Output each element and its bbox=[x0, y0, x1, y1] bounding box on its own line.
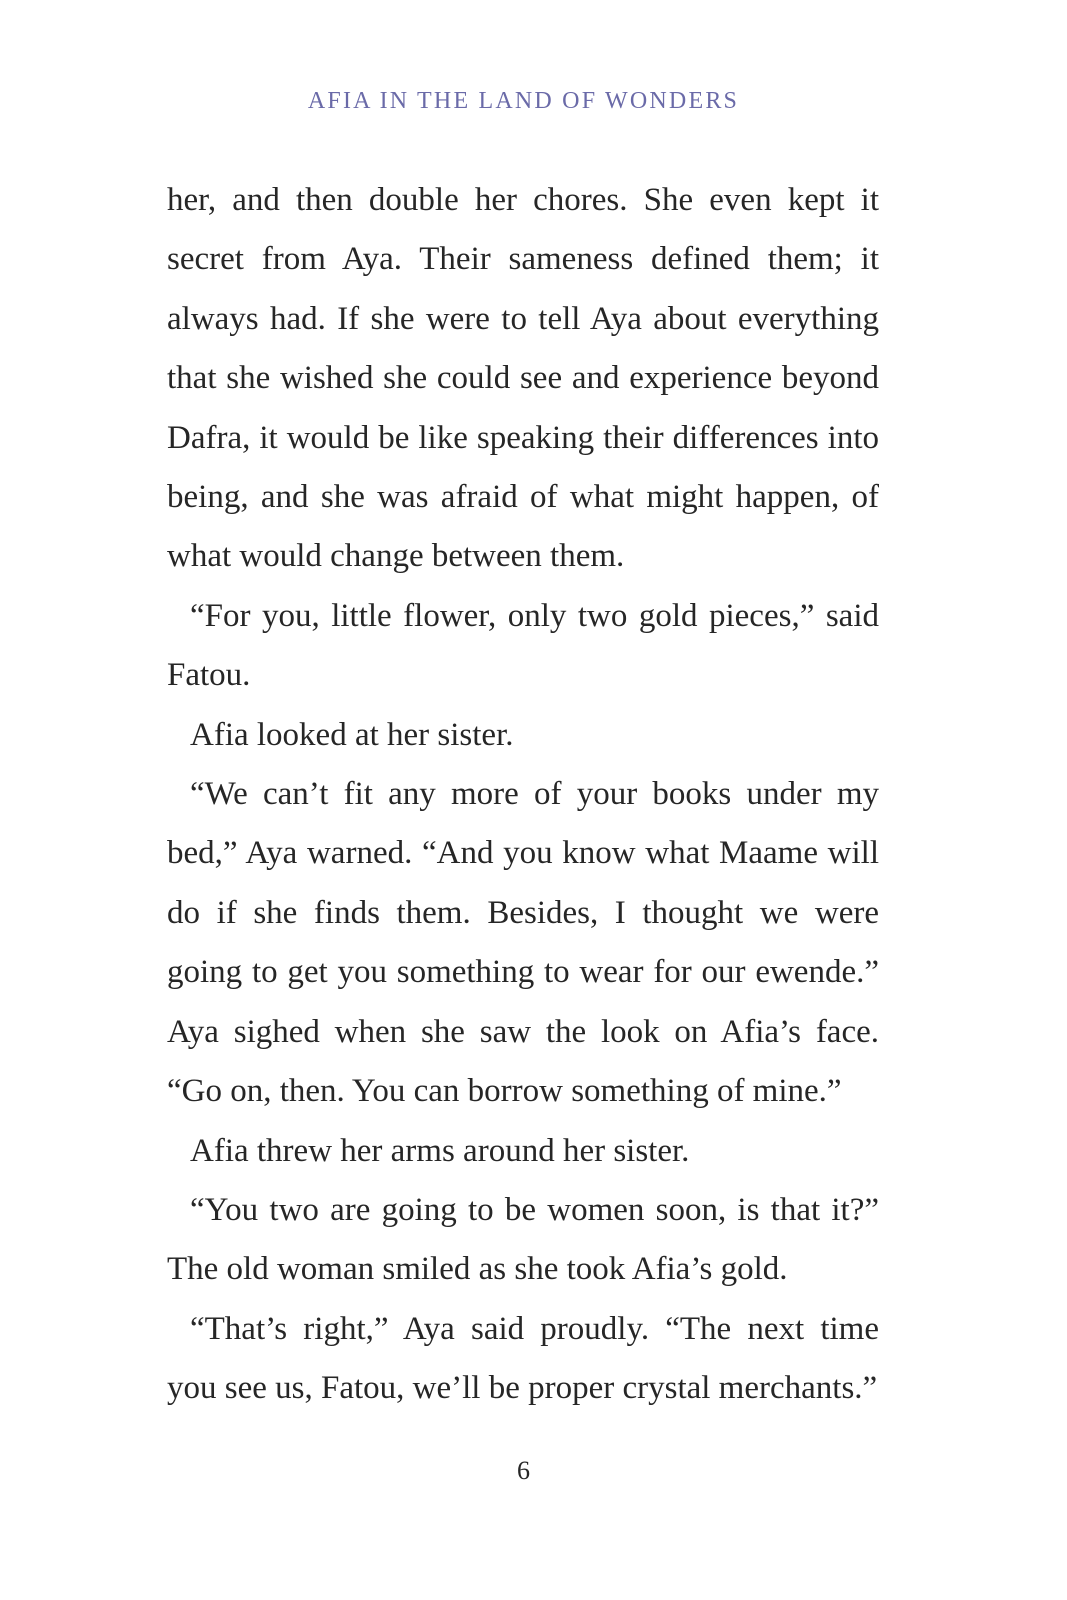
running-head: AFIA IN THE LAND OF WONDERS bbox=[307, 88, 740, 114]
paragraph: “For you, little flower, only two gold pieces,” said Fatou. bbox=[167, 597, 879, 694]
page-number: 6 bbox=[517, 1456, 530, 1485]
paragraph: Afia looked at her sister. bbox=[190, 716, 514, 753]
paragraph: her, and then double her chores. She even kept it secret from Aya. Their sameness defined them; it always had. If she were to tell Aya about everything that she wished she could see and experience beyond Dafra, it would be like speaking their differences into being, and she was afraid of what might happen, of what would change between them. bbox=[167, 182, 879, 575]
paragraph: “That’s right,” Aya said proudly. “The next time you see us, Fatou, we’ll be proper crystal merchants.” bbox=[167, 1310, 879, 1407]
paragraph: “You two are going to be women soon, is that it?” The old woman smiled as she took Afia’s gold. bbox=[167, 1191, 879, 1288]
paragraph: Afia threw her arms around her sister. bbox=[190, 1132, 690, 1169]
body-text bbox=[167, 171, 879, 1419]
paragraph: “We can’t fit any more of your books under my bed,” Aya warned. “And you know what Maame will do if she finds them. Besides, I thought we were going to get you something to wear for our ewende.” Aya sighed when she saw the look on Afia’s face. “Go on, then. You can borrow something of mine.” bbox=[167, 776, 879, 1110]
